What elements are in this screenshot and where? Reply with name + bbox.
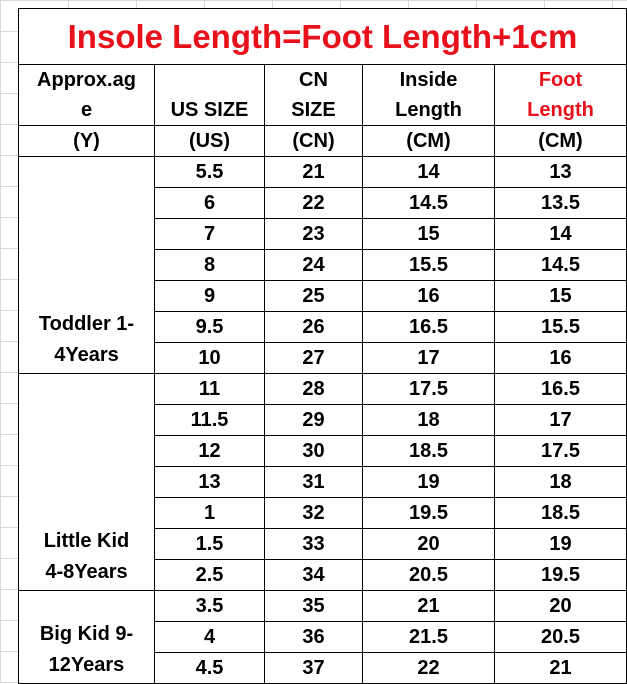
cell-us: 1 [155,498,265,529]
cell-us: 2.5 [155,560,265,591]
header-inside-length [363,65,495,126]
cell-us: 5.5 [155,157,265,188]
unit-cn: (CN) [265,126,363,157]
cell-foot: 13 [495,157,627,188]
age-group-label-line: 4Years [54,344,119,366]
age-group-label-line: 12Years [48,654,125,676]
cell-us: 9.5 [155,312,265,343]
cell-foot: 13.5 [495,188,627,219]
age-group-label [19,157,155,374]
cell-cn: 33 [265,529,363,560]
cell-inside: 19 [363,467,495,498]
header-foot-line-1: Foot [538,69,583,91]
table-row [19,374,627,405]
cell-foot: 16 [495,343,627,374]
table-row [19,591,627,622]
cell-inside: 17 [363,343,495,374]
cell-inside: 16 [363,281,495,312]
cell-cn: 30 [265,436,363,467]
cell-inside: 18.5 [363,436,495,467]
cell-inside: 20 [363,529,495,560]
cell-foot: 18 [495,467,627,498]
header-inside-line-1: Inside [399,69,458,91]
cell-inside: 20.5 [363,560,495,591]
title-row [19,9,627,65]
cell-cn: 22 [265,188,363,219]
header-age [19,65,155,126]
cell-foot: 18.5 [495,498,627,529]
cell-cn: 35 [265,591,363,622]
header-age-line-1: Approx.ag [37,69,136,91]
cell-us: 7 [155,219,265,250]
cell-foot: 14 [495,219,627,250]
cell-us: 13 [155,467,265,498]
cell-cn: 37 [265,653,363,684]
unit-row [19,126,627,157]
cell-foot: 19.5 [495,560,627,591]
cell-foot: 14.5 [495,250,627,281]
cell-cn: 24 [265,250,363,281]
cell-inside: 16.5 [363,312,495,343]
cell-foot: 19 [495,529,627,560]
cell-cn: 27 [265,343,363,374]
cell-us: 8 [155,250,265,281]
header-inside-line-2: Length [395,99,462,121]
cell-cn: 34 [265,560,363,591]
cell-cn: 25 [265,281,363,312]
cell-inside: 21.5 [363,622,495,653]
cell-foot: 17 [495,405,627,436]
cell-us: 9 [155,281,265,312]
cell-us: 1.5 [155,529,265,560]
cell-cn: 23 [265,219,363,250]
cell-cn: 31 [265,467,363,498]
cell-us: 4.5 [155,653,265,684]
cell-inside: 14 [363,157,495,188]
cell-foot: 15.5 [495,312,627,343]
cell-foot: 21 [495,653,627,684]
cell-cn: 28 [265,374,363,405]
cell-foot: 17.5 [495,436,627,467]
cell-foot: 16.5 [495,374,627,405]
age-group-label-line: Big Kid 9- [39,623,134,645]
cell-cn: 21 [265,157,363,188]
cell-foot: 15 [495,281,627,312]
header-cn-line-2: SIZE [291,99,336,121]
header-row [19,65,627,126]
age-group-label-line: 4-8Years [45,561,128,583]
table-row [19,157,627,188]
header-us-line-2: US SIZE [170,99,249,121]
age-group-label-line: Toddler 1- [38,313,135,335]
table-title: Insole Length=Foot Length+1cm [19,9,627,65]
cell-us: 6 [155,188,265,219]
unit-age: (Y) [19,126,155,157]
cell-inside: 15.5 [363,250,495,281]
cell-inside: 22 [363,653,495,684]
unit-us: (US) [155,126,265,157]
header-cn-line-1: CN [299,69,328,91]
age-group-label [19,374,155,591]
unit-inside: (CM) [363,126,495,157]
cell-foot: 20 [495,591,627,622]
header-foot-line-2: Length [527,99,594,121]
cell-us: 11 [155,374,265,405]
cell-inside: 15 [363,219,495,250]
cell-inside: 19.5 [363,498,495,529]
cell-inside: 21 [363,591,495,622]
size-chart-table [18,8,627,684]
cell-cn: 26 [265,312,363,343]
cell-cn: 32 [265,498,363,529]
unit-foot: (CM) [495,126,627,157]
cell-us: 10 [155,343,265,374]
age-group-label [19,591,155,684]
cell-us: 12 [155,436,265,467]
cell-us: 4 [155,622,265,653]
header-us-size [155,65,265,126]
age-group-label-line: Little Kid [43,530,130,552]
header-cn-size [265,65,363,126]
cell-inside: 17.5 [363,374,495,405]
cell-foot: 20.5 [495,622,627,653]
header-age-line-2: e [80,99,93,121]
cell-inside: 18 [363,405,495,436]
header-foot-length [495,65,627,126]
cell-cn: 29 [265,405,363,436]
cell-us: 3.5 [155,591,265,622]
cell-inside: 14.5 [363,188,495,219]
cell-cn: 36 [265,622,363,653]
cell-us: 11.5 [155,405,265,436]
